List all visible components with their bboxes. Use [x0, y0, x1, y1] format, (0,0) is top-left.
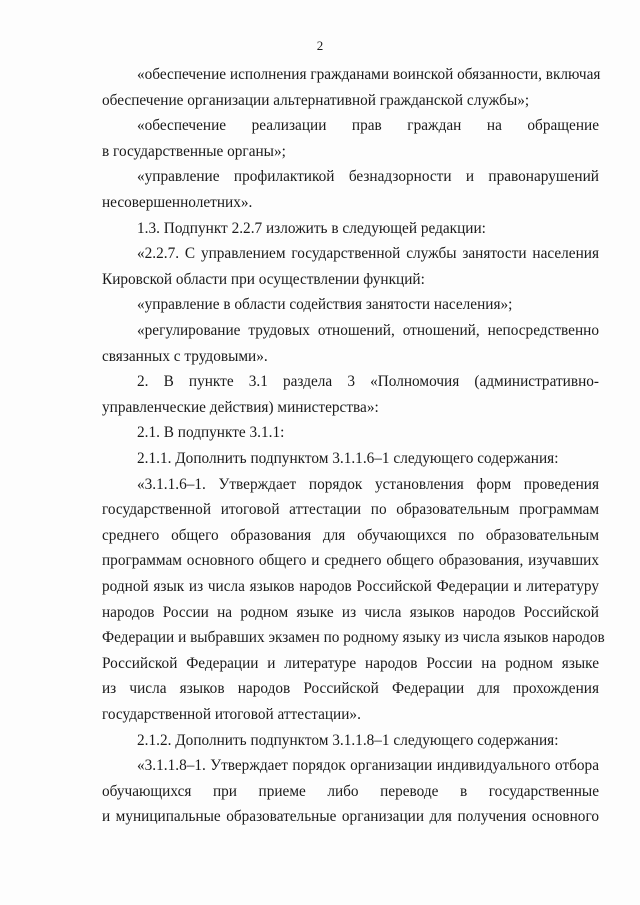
- text-line: управленческие действия) министерства»:: [102, 398, 379, 416]
- text-line: «3.1.1.8–1. Утверждает порядок организации индивидуального отбора: [137, 757, 599, 775]
- text-line: обучающихся при приеме либо переводе в государственные: [102, 782, 599, 800]
- text-line: «управление в области содействия занятости населения»;: [137, 296, 513, 314]
- text-line: 1.3. Подпункт 2.2.7 изложить в следующей редакции:: [137, 219, 486, 237]
- text-line: родной язык из числа языков народов Российской Федерации и литературу: [102, 578, 599, 595]
- text-line: «обеспечение исполнения гражданами воинской обязанности, включая: [137, 66, 601, 83]
- text-line: Федерации и выбравших экзамен по родному языку из числа языков народов: [102, 629, 605, 647]
- text-line: программам основного общего и среднего общего образования, изучавших: [102, 552, 599, 570]
- text-line: 2.1.1. Дополнить подпунктом 3.1.1.6–1 следующего содержания:: [137, 450, 559, 467]
- text-line: 2.1. В подпункте 3.1.1:: [137, 424, 285, 442]
- text-line: 2.1.2. Дополнить подпунктом 3.1.1.8–1 следующего содержания:: [137, 731, 559, 749]
- text-line: несовершеннолетних».: [102, 194, 253, 211]
- text-line: среднего общего образования для обучающихся по образовательным: [102, 526, 599, 544]
- text-line: и муниципальные образовательные организации для получения основного: [102, 808, 599, 826]
- text-line: в государственные органы»;: [102, 142, 286, 160]
- text-line: «3.1.1.6–1. Утверждает порядок установления форм проведения: [137, 475, 599, 493]
- text-line: связанных с трудовыми».: [102, 347, 268, 365]
- text-line: Кировской области при осуществлении функций:: [102, 270, 425, 288]
- text-line: Российской Федерации и литературе народов России на родном языке: [102, 654, 599, 672]
- page-number: 2: [316, 38, 324, 53]
- text-line: «обеспечение реализации прав граждан на обращение: [137, 117, 599, 135]
- text-line: «управление профилактикой безнадзорности и правонарушений: [137, 168, 599, 186]
- text-line: народов России на родном языке из числа языков народов Российской: [102, 603, 599, 621]
- text-line: обеспечение организации альтернативной гражданской службы»;: [102, 91, 530, 109]
- text-line: государственной итоговой аттестации по образовательным программам: [102, 501, 599, 519]
- text-line: 2. В пункте 3.1 раздела 3 «Полномочия (административно-: [137, 373, 599, 391]
- text-line: государственной итоговой аттестации».: [102, 706, 361, 723]
- text-line: «2.2.7. С управлением государственной службы занятости населения: [137, 245, 599, 263]
- text-line: из числа языков народов Российской Федерации для прохождения: [102, 680, 599, 698]
- text-line: «регулирование трудовых отношений, отношений, непосредственно: [137, 322, 599, 339]
